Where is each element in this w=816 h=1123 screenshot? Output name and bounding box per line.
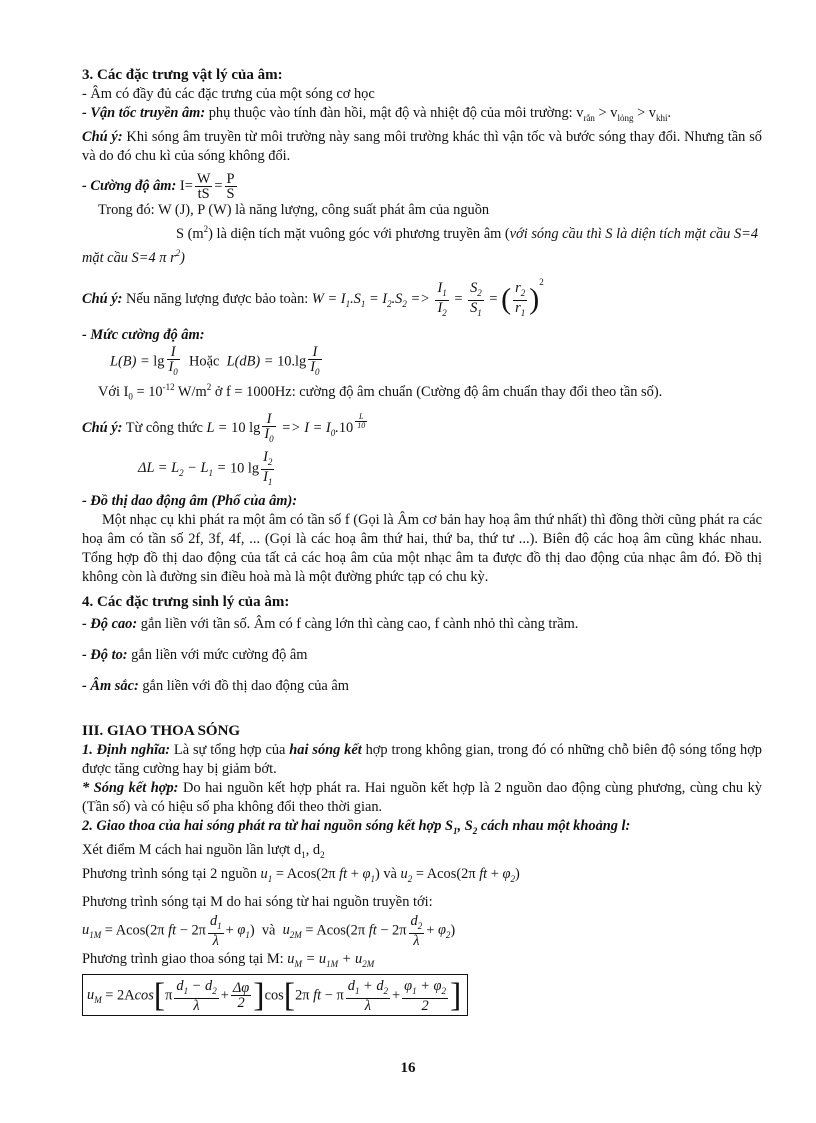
para-coherent: * Sóng kết hợp: Do hai nguồn kết hợp phát ra. Hai nguồn kết hợp là 2 nguồn dao động cùng phương, cùng chu kỳ (Tần số) và có hiệu số pha không đổi theo thời gian. [82,780,762,816]
formula-boxed: $u_M = 2Acos[\pi$ $\frac{d_1 - d_2}{\lambda}$ + $\frac{\Delta\varphi}{2}$ ]cos[2π ft − π $\frac{d_1 + d_2}{\lambda}$ + $\frac{\varphi_1 + \varphi_2}{2}$ ] [82,974,762,1016]
formula-delta-l: $\Delta L = L_2 - L_1 = 10$ lg $\frac{I_2}{I_1}$ [138,448,273,487]
para-i0: Với $I_0 = 10^{-12}$ $W/m^2$ ở f = 1000Hz: cường độ âm chuẩn (Cường độ âm chuẩn thay đổi theo tần số). [98,382,663,403]
section-heading-interference: III. GIAO THOA SÓNG [82,723,241,740]
para-definition: 1. Định nghĩa: Là sự tổng hợp của hai sóng kết hợp trong không gian, trong đó có những chỗ biên độ sóng tổng hợp được tăng cường hay bị giảm bớt. [82,742,762,778]
page-content [82,66,762,1016]
note-energy: Chú ý: Nếu năng lượng được bảo toàn: $W = I_1.S_1 = I_2.S_2$ => $\frac{I_1}{I_2}$ = $\frac{S_2}{S_1}$ = ( $\frac{r_2}{r_1}$ )$^2$ [82,277,544,318]
para-sound-wave: - Âm có đầy đủ các đặc trưng của một sóng cơ học [82,86,375,102]
para-where-w: Trong đó: W (J), P (W) là năng lượng, công suất phát âm của nguồn [98,201,490,218]
speed-label: - Vận tốc truyền âm: [82,105,206,121]
para-intensity: - Cường độ âm: I= $\frac{W}{tS}$ = $\frac{P}{S}$ [82,170,235,202]
note-speed: Chú ý: Khi sóng âm truyền từ môi trường này sang môi trường khác thì vận tốc và bước sóng thay đổi. Nhưng tần số và do đó chu kì của sóng không đổi. [82,128,762,164]
para-pitch: - Độ cao: gắn liền với tần số. Âm có f càng lớn thì càng cao, f cành nhỏ thì càng trầm. [82,616,579,633]
page-number: 16 [400,1060,416,1076]
formula-level: L(B) = lg $\frac{I}{I_0}$ Hoặc L(dB) = 10.lg $\frac{I}{I_0}$ [110,343,320,377]
para-timbre: - Âm sắc: gắn liền với đồ thị dao động của âm [82,678,349,695]
para-interference-eq: Phương trình giao thoa sóng tại M: $u_M = u_{1M} + u_{2M}$ [82,950,375,969]
formula-u-m: $u_{1M} = Acos(2\pi$ ft − 2π $\frac{d_1}{\lambda}$ + $\varphi_1$) và $u_{2M} = Acos(2\pi$ ft − 2π $\frac{d_2}{\lambda}$ + $\varphi_2$) [82,913,456,949]
para-two-sources-heading: 2. Giao thoa của hai sóng phát ra từ hai nguồn sóng kết hợp $S_1$, $S_2$ cách nhau một khoảng l: [82,818,631,837]
para-at-m: Phương trình sóng tại M do hai sóng từ hai nguồn truyền tới: [82,894,433,911]
para-graph: Một nhạc cụ khi phát ra một âm có tần số f (Gọi là Âm cơ bản hay hoạ âm thứ nhất) thì đồng thời cũng phát ra các hoạ âm có tần số 2f, 3f, 4f, ... (Gọi là các hoạ âm thứ hai, thứ ba, thứ tư ...). Biên độ các hoạ âm cũng khác nhau. Tổng hợp đồ thị dao động của tất cả các hoạ âm của một nhạc âm ta được đồ thị dao động của nhạc âm đó. Đồ thị không còn là đường sin điều hoà mà là một đường phức tạp có chu kỳ. [82,512,762,586]
para-source-eq: Phương trình sóng tại 2 nguồn $u_1 = Acos(2\pi$ ft + $\varphi_1$) và $u_2 = Acos(2\pi$ ft + $\varphi_2$) [82,866,520,885]
para-point-m: Xét điểm M cách hai nguồn lần lượt $d_1$, $d_2$ [82,842,325,861]
para-level: - Mức cường độ âm: [82,326,205,343]
para-where-s: S $(m^2)$ là diện tích mặt vuông góc với phương truyền âm (với sóng cầu thì S là diện tích mặt cầu S=4 [176,223,759,242]
section-heading-physiological: 4. Các đặc trưng sinh lý của âm: [82,594,290,611]
note-formula: Chú ý: Từ công thức L = 10 lg $\frac{I}{I_0}$ => $I = I_0.10$ $^{\frac{L}{10}}$ [82,410,366,444]
para-graph-label: - Đồ thị dao động âm (Phổ của âm): [82,493,298,510]
para-where-s-cont: mặt cầu S=4 π $r^2$) [82,247,185,266]
section-heading-physical: 3. Các đặc trưng vật lý của âm: [82,67,283,83]
para-loudness: - Độ to: gắn liền với mức cường độ âm [82,647,308,664]
faint-watermark [82,706,762,714]
para-speed: - Vận tốc truyền âm: phụ thuộc vào tính đàn hồi, mật độ và nhiệt độ của môi trường: $v_{rắn} > v_{lỏng} > v_{khí}$. [82,105,672,123]
